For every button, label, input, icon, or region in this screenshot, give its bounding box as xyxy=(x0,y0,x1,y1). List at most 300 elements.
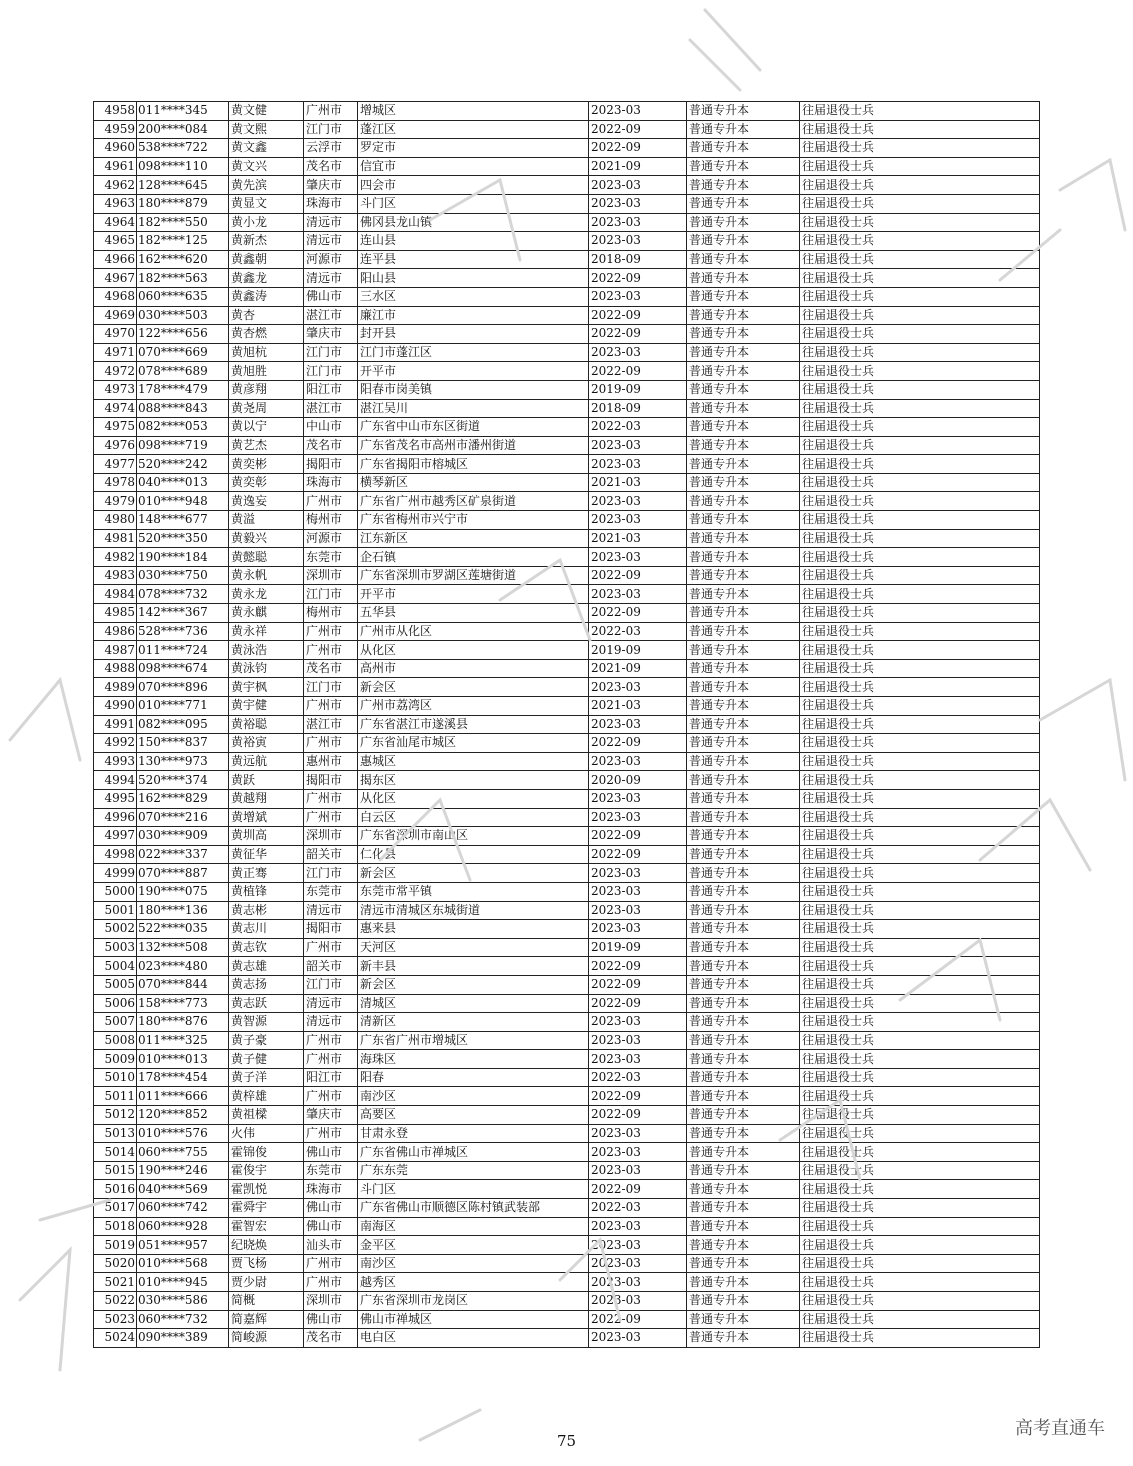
table-row xyxy=(94,1124,1040,1143)
enlist-date-cell: 2023-03 xyxy=(589,1292,687,1311)
category-cell: 普通专升本 xyxy=(687,194,800,213)
name-cell: 黄裕寅 xyxy=(229,734,304,753)
type-cell: 往届退役士兵 xyxy=(800,1180,1040,1199)
type-cell: 往届退役士兵 xyxy=(800,920,1040,939)
enlist-date-cell: 2022-09 xyxy=(589,306,687,325)
name-cell: 简概 xyxy=(229,1292,304,1311)
table-row xyxy=(94,548,1040,567)
seq-cell: 5018 xyxy=(94,1217,137,1236)
name-cell: 黄显文 xyxy=(229,194,304,213)
address-cell: 清远市清城区东城街道 xyxy=(358,901,589,920)
table-row xyxy=(94,920,1040,939)
type-cell: 往届退役士兵 xyxy=(800,808,1040,827)
address-cell: 三水区 xyxy=(358,287,589,306)
table-row xyxy=(94,901,1040,920)
city-cell: 广州市 xyxy=(304,102,358,121)
table-row xyxy=(94,325,1040,344)
table-row xyxy=(94,102,1040,121)
address-cell: 开平市 xyxy=(358,585,589,604)
city-cell: 韶关市 xyxy=(304,957,358,976)
seq-cell: 5016 xyxy=(94,1180,137,1199)
exam-id-cell: 011****724 xyxy=(137,641,229,660)
exam-id-cell: 098****674 xyxy=(137,659,229,678)
category-cell: 普通专升本 xyxy=(687,1143,800,1162)
table-row xyxy=(94,473,1040,492)
category-cell: 普通专升本 xyxy=(687,232,800,251)
category-cell: 普通专升本 xyxy=(687,269,800,288)
address-cell: 罗定市 xyxy=(358,139,589,158)
enlist-date-cell: 2021-03 xyxy=(589,529,687,548)
enlist-date-cell: 2022-09 xyxy=(589,139,687,158)
type-cell: 往届退役士兵 xyxy=(800,380,1040,399)
enlist-date-cell: 2023-03 xyxy=(589,455,687,474)
seq-cell: 4997 xyxy=(94,827,137,846)
type-cell: 往届退役士兵 xyxy=(800,194,1040,213)
name-cell: 黄文健 xyxy=(229,102,304,121)
name-cell: 黄以宁 xyxy=(229,418,304,437)
enlist-date-cell: 2022-09 xyxy=(589,994,687,1013)
exam-id-cell: 162****829 xyxy=(137,789,229,808)
name-cell: 黄增斌 xyxy=(229,808,304,827)
city-cell: 江门市 xyxy=(304,585,358,604)
city-cell: 深圳市 xyxy=(304,566,358,585)
exam-id-cell: 098****110 xyxy=(137,157,229,176)
category-cell: 普通专升本 xyxy=(687,1292,800,1311)
enlist-date-cell: 2021-09 xyxy=(589,659,687,678)
type-cell: 往届退役士兵 xyxy=(800,994,1040,1013)
table-row xyxy=(94,287,1040,306)
address-cell: 广东省佛山市禅城区 xyxy=(358,1143,589,1162)
name-cell: 黄鑫龙 xyxy=(229,269,304,288)
exam-id-cell: 128****645 xyxy=(137,176,229,195)
type-cell: 往届退役士兵 xyxy=(800,269,1040,288)
city-cell: 广州市 xyxy=(304,492,358,511)
table-row xyxy=(94,715,1040,734)
table-row xyxy=(94,1087,1040,1106)
type-cell: 往届退役士兵 xyxy=(800,102,1040,121)
address-cell: 江门市蓬江区 xyxy=(358,343,589,362)
city-cell: 佛山市 xyxy=(304,287,358,306)
city-cell: 广州市 xyxy=(304,789,358,808)
type-cell: 往届退役士兵 xyxy=(800,157,1040,176)
seq-cell: 5019 xyxy=(94,1236,137,1255)
seq-cell: 4994 xyxy=(94,771,137,790)
city-cell: 东莞市 xyxy=(304,882,358,901)
seq-cell: 4990 xyxy=(94,697,137,716)
seq-cell: 5003 xyxy=(94,938,137,957)
category-cell: 普通专升本 xyxy=(687,901,800,920)
seq-cell: 4968 xyxy=(94,287,137,306)
category-cell: 普通专升本 xyxy=(687,641,800,660)
table-row xyxy=(94,734,1040,753)
city-cell: 广州市 xyxy=(304,697,358,716)
exam-id-cell: 030****909 xyxy=(137,827,229,846)
address-cell: 广州市从化区 xyxy=(358,622,589,641)
table-row xyxy=(94,1161,1040,1180)
type-cell: 往届退役士兵 xyxy=(800,1087,1040,1106)
type-cell: 往届退役士兵 xyxy=(800,901,1040,920)
name-cell: 黄志跃 xyxy=(229,994,304,1013)
table-row xyxy=(94,194,1040,213)
city-cell: 江门市 xyxy=(304,343,358,362)
city-cell: 广州市 xyxy=(304,622,358,641)
type-cell: 往届退役士兵 xyxy=(800,771,1040,790)
address-cell: 从化区 xyxy=(358,789,589,808)
category-cell: 普通专升本 xyxy=(687,1106,800,1125)
enlist-date-cell: 2023-03 xyxy=(589,1050,687,1069)
city-cell: 清远市 xyxy=(304,901,358,920)
exam-id-cell: 520****242 xyxy=(137,455,229,474)
table-row xyxy=(94,1236,1040,1255)
name-cell: 黄文兴 xyxy=(229,157,304,176)
enlist-date-cell: 2023-03 xyxy=(589,808,687,827)
address-cell: 新丰县 xyxy=(358,957,589,976)
enlist-date-cell: 2023-03 xyxy=(589,920,687,939)
address-cell: 江东新区 xyxy=(358,529,589,548)
type-cell: 往届退役士兵 xyxy=(800,604,1040,623)
city-cell: 茂名市 xyxy=(304,1329,358,1348)
table-row xyxy=(94,789,1040,808)
type-cell: 往届退役士兵 xyxy=(800,1031,1040,1050)
type-cell: 往届退役士兵 xyxy=(800,418,1040,437)
seq-cell: 5010 xyxy=(94,1068,137,1087)
exam-id-cell: 060****635 xyxy=(137,287,229,306)
address-cell: 蓬江区 xyxy=(358,120,589,139)
type-cell: 往届退役士兵 xyxy=(800,845,1040,864)
city-cell: 深圳市 xyxy=(304,1292,358,1311)
category-cell: 普通专升本 xyxy=(687,120,800,139)
seq-cell: 4974 xyxy=(94,399,137,418)
name-cell: 黄先滨 xyxy=(229,176,304,195)
table-row xyxy=(94,418,1040,437)
city-cell: 揭阳市 xyxy=(304,455,358,474)
name-cell: 黄鑫涛 xyxy=(229,287,304,306)
category-cell: 普通专升本 xyxy=(687,659,800,678)
exam-id-cell: 023****480 xyxy=(137,957,229,976)
veterans-list-table xyxy=(93,101,1040,1348)
category-cell: 普通专升本 xyxy=(687,399,800,418)
exam-id-cell: 522****035 xyxy=(137,920,229,939)
name-cell: 纪晓焕 xyxy=(229,1236,304,1255)
address-cell: 增城区 xyxy=(358,102,589,121)
type-cell: 往届退役士兵 xyxy=(800,343,1040,362)
category-cell: 普通专升本 xyxy=(687,975,800,994)
type-cell: 往届退役士兵 xyxy=(800,1217,1040,1236)
city-cell: 梅州市 xyxy=(304,511,358,530)
type-cell: 往届退役士兵 xyxy=(800,399,1040,418)
city-cell: 珠海市 xyxy=(304,194,358,213)
enlist-date-cell: 2023-03 xyxy=(589,864,687,883)
name-cell: 黄杏燃 xyxy=(229,325,304,344)
exam-id-cell: 182****550 xyxy=(137,213,229,232)
exam-id-cell: 120****852 xyxy=(137,1106,229,1125)
table-row xyxy=(94,641,1040,660)
name-cell: 黄逸妄 xyxy=(229,492,304,511)
enlist-date-cell: 2022-09 xyxy=(589,566,687,585)
address-cell: 开平市 xyxy=(358,362,589,381)
table-row xyxy=(94,882,1040,901)
table-row xyxy=(94,176,1040,195)
name-cell: 黄志雄 xyxy=(229,957,304,976)
enlist-date-cell: 2023-03 xyxy=(589,1217,687,1236)
exam-id-cell: 520****374 xyxy=(137,771,229,790)
exam-id-cell: 070****216 xyxy=(137,808,229,827)
type-cell: 往届退役士兵 xyxy=(800,864,1040,883)
category-cell: 普通专升本 xyxy=(687,1013,800,1032)
name-cell: 黄裕聪 xyxy=(229,715,304,734)
seq-cell: 5006 xyxy=(94,994,137,1013)
seq-cell: 5024 xyxy=(94,1329,137,1348)
name-cell: 火伟 xyxy=(229,1124,304,1143)
enlist-date-cell: 2023-03 xyxy=(589,1329,687,1348)
name-cell: 黄祖樑 xyxy=(229,1106,304,1125)
name-cell: 黄志彬 xyxy=(229,901,304,920)
type-cell: 往届退役士兵 xyxy=(800,213,1040,232)
name-cell: 黄永祥 xyxy=(229,622,304,641)
exam-id-cell: 010****948 xyxy=(137,492,229,511)
name-cell: 黄永帆 xyxy=(229,566,304,585)
seq-cell: 4985 xyxy=(94,604,137,623)
address-cell: 天河区 xyxy=(358,938,589,957)
city-cell: 汕头市 xyxy=(304,1236,358,1255)
exam-id-cell: 040****569 xyxy=(137,1180,229,1199)
category-cell: 普通专升本 xyxy=(687,1199,800,1218)
table-row xyxy=(94,511,1040,530)
brand-watermark-text: 高考直通车 xyxy=(1015,1418,1105,1439)
enlist-date-cell: 2023-03 xyxy=(589,194,687,213)
exam-id-cell: 070****844 xyxy=(137,975,229,994)
address-cell: 广东省广州市越秀区矿泉街道 xyxy=(358,492,589,511)
name-cell: 黄远航 xyxy=(229,752,304,771)
enlist-date-cell: 2022-09 xyxy=(589,362,687,381)
seq-cell: 4995 xyxy=(94,789,137,808)
seq-cell: 4970 xyxy=(94,325,137,344)
enlist-date-cell: 2023-03 xyxy=(589,102,687,121)
city-cell: 广州市 xyxy=(304,1124,358,1143)
category-cell: 普通专升本 xyxy=(687,715,800,734)
name-cell: 简峻源 xyxy=(229,1329,304,1348)
category-cell: 普通专升本 xyxy=(687,938,800,957)
enlist-date-cell: 2023-03 xyxy=(589,1254,687,1273)
enlist-date-cell: 2023-03 xyxy=(589,678,687,697)
enlist-date-cell: 2022-09 xyxy=(589,975,687,994)
seq-cell: 4992 xyxy=(94,734,137,753)
category-cell: 普通专升本 xyxy=(687,622,800,641)
city-cell: 佛山市 xyxy=(304,1217,358,1236)
city-cell: 清远市 xyxy=(304,269,358,288)
enlist-date-cell: 2023-03 xyxy=(589,901,687,920)
seq-cell: 5007 xyxy=(94,1013,137,1032)
seq-cell: 4965 xyxy=(94,232,137,251)
type-cell: 往届退役士兵 xyxy=(800,697,1040,716)
seq-cell: 4982 xyxy=(94,548,137,567)
enlist-date-cell: 2022-09 xyxy=(589,827,687,846)
name-cell: 黄泳浩 xyxy=(229,641,304,660)
category-cell: 普通专升本 xyxy=(687,1031,800,1050)
city-cell: 江门市 xyxy=(304,864,358,883)
exam-id-cell: 078****689 xyxy=(137,362,229,381)
exam-id-cell: 158****773 xyxy=(137,994,229,1013)
address-cell: 新会区 xyxy=(358,975,589,994)
exam-id-cell: 178****454 xyxy=(137,1068,229,1087)
name-cell: 黄征华 xyxy=(229,845,304,864)
seq-cell: 4977 xyxy=(94,455,137,474)
city-cell: 阳江市 xyxy=(304,1068,358,1087)
category-cell: 普通专升本 xyxy=(687,994,800,1013)
city-cell: 广州市 xyxy=(304,1273,358,1292)
category-cell: 普通专升本 xyxy=(687,1068,800,1087)
seq-cell: 5000 xyxy=(94,882,137,901)
name-cell: 黄奕彰 xyxy=(229,473,304,492)
city-cell: 韶关市 xyxy=(304,845,358,864)
name-cell: 黄越翔 xyxy=(229,789,304,808)
type-cell: 往届退役士兵 xyxy=(800,975,1040,994)
type-cell: 往届退役士兵 xyxy=(800,585,1040,604)
enlist-date-cell: 2022-09 xyxy=(589,269,687,288)
name-cell: 黄杏 xyxy=(229,306,304,325)
table-row xyxy=(94,1068,1040,1087)
table-row xyxy=(94,1273,1040,1292)
category-cell: 普通专升本 xyxy=(687,920,800,939)
type-cell: 往届退役士兵 xyxy=(800,120,1040,139)
exam-id-cell: 538****722 xyxy=(137,139,229,158)
type-cell: 往届退役士兵 xyxy=(800,306,1040,325)
city-cell: 湛江市 xyxy=(304,399,358,418)
address-cell: 广东省深圳市罗湖区莲塘街道 xyxy=(358,566,589,585)
enlist-date-cell: 2022-03 xyxy=(589,1199,687,1218)
type-cell: 往届退役士兵 xyxy=(800,938,1040,957)
address-cell: 广东省广州市增城区 xyxy=(358,1031,589,1050)
category-cell: 普通专升本 xyxy=(687,548,800,567)
enlist-date-cell: 2022-09 xyxy=(589,604,687,623)
category-cell: 普通专升本 xyxy=(687,529,800,548)
address-cell: 斗门区 xyxy=(358,1180,589,1199)
enlist-date-cell: 2021-03 xyxy=(589,473,687,492)
exam-id-cell: 070****887 xyxy=(137,864,229,883)
address-cell: 斗门区 xyxy=(358,194,589,213)
table-row xyxy=(94,604,1040,623)
exam-id-cell: 010****576 xyxy=(137,1124,229,1143)
address-cell: 揭东区 xyxy=(358,771,589,790)
exam-id-cell: 142****367 xyxy=(137,604,229,623)
name-cell: 黄圳高 xyxy=(229,827,304,846)
city-cell: 清远市 xyxy=(304,213,358,232)
enlist-date-cell: 2022-09 xyxy=(589,1087,687,1106)
exam-id-cell: 182****563 xyxy=(137,269,229,288)
table-row xyxy=(94,1310,1040,1329)
address-cell: 湛江吴川 xyxy=(358,399,589,418)
exam-id-cell: 082****053 xyxy=(137,418,229,437)
address-cell: 清城区 xyxy=(358,994,589,1013)
category-cell: 普通专升本 xyxy=(687,213,800,232)
exam-id-cell: 010****771 xyxy=(137,697,229,716)
address-cell: 广东东莞 xyxy=(358,1161,589,1180)
enlist-date-cell: 2023-03 xyxy=(589,752,687,771)
name-cell: 黄文熙 xyxy=(229,120,304,139)
table-row xyxy=(94,343,1040,362)
table-row xyxy=(94,659,1040,678)
address-cell: 佛冈县龙山镇 xyxy=(358,213,589,232)
table-row xyxy=(94,1199,1040,1218)
enlist-date-cell: 2023-03 xyxy=(589,1143,687,1162)
city-cell: 珠海市 xyxy=(304,473,358,492)
table-row xyxy=(94,1106,1040,1125)
city-cell: 江门市 xyxy=(304,120,358,139)
address-cell: 信宜市 xyxy=(358,157,589,176)
seq-cell: 5017 xyxy=(94,1199,137,1218)
table-row xyxy=(94,1050,1040,1069)
exam-id-cell: 078****732 xyxy=(137,585,229,604)
seq-cell: 4975 xyxy=(94,418,137,437)
exam-id-cell: 190****246 xyxy=(137,1161,229,1180)
table-row xyxy=(94,771,1040,790)
seq-cell: 4963 xyxy=(94,194,137,213)
type-cell: 往届退役士兵 xyxy=(800,325,1040,344)
enlist-date-cell: 2023-03 xyxy=(589,287,687,306)
city-cell: 湛江市 xyxy=(304,715,358,734)
seq-cell: 4991 xyxy=(94,715,137,734)
category-cell: 普通专升本 xyxy=(687,845,800,864)
table-row xyxy=(94,529,1040,548)
exam-id-cell: 030****503 xyxy=(137,306,229,325)
address-cell: 阳春 xyxy=(358,1068,589,1087)
seq-cell: 4971 xyxy=(94,343,137,362)
exam-id-cell: 178****479 xyxy=(137,380,229,399)
address-cell: 金平区 xyxy=(358,1236,589,1255)
city-cell: 阳江市 xyxy=(304,380,358,399)
type-cell: 往届退役士兵 xyxy=(800,473,1040,492)
type-cell: 往届退役士兵 xyxy=(800,622,1040,641)
type-cell: 往届退役士兵 xyxy=(800,641,1040,660)
category-cell: 普通专升本 xyxy=(687,752,800,771)
category-cell: 普通专升本 xyxy=(687,1236,800,1255)
category-cell: 普通专升本 xyxy=(687,1124,800,1143)
address-cell: 从化区 xyxy=(358,641,589,660)
table-row xyxy=(94,1329,1040,1348)
category-cell: 普通专升本 xyxy=(687,771,800,790)
exam-id-cell: 190****075 xyxy=(137,882,229,901)
exam-id-cell: 130****973 xyxy=(137,752,229,771)
type-cell: 往届退役士兵 xyxy=(800,176,1040,195)
enlist-date-cell: 2018-09 xyxy=(589,250,687,269)
table-row xyxy=(94,399,1040,418)
category-cell: 普通专升本 xyxy=(687,380,800,399)
name-cell: 黄跃 xyxy=(229,771,304,790)
address-cell: 惠来县 xyxy=(358,920,589,939)
address-cell: 广东省茂名市高州市潘州街道 xyxy=(358,436,589,455)
name-cell: 黄溢 xyxy=(229,511,304,530)
table-row xyxy=(94,213,1040,232)
seq-cell: 4958 xyxy=(94,102,137,121)
exam-id-cell: 030****586 xyxy=(137,1292,229,1311)
enlist-date-cell: 2023-03 xyxy=(589,548,687,567)
enlist-date-cell: 2023-03 xyxy=(589,511,687,530)
type-cell: 往届退役士兵 xyxy=(800,1068,1040,1087)
address-cell: 横琴新区 xyxy=(358,473,589,492)
type-cell: 往届退役士兵 xyxy=(800,139,1040,158)
enlist-date-cell: 2022-09 xyxy=(589,1310,687,1329)
address-cell: 四会市 xyxy=(358,176,589,195)
table-body xyxy=(94,102,1040,1348)
address-cell: 高要区 xyxy=(358,1106,589,1125)
exam-id-cell: 011****345 xyxy=(137,102,229,121)
address-cell: 东莞市常平镇 xyxy=(358,882,589,901)
enlist-date-cell: 2022-09 xyxy=(589,734,687,753)
table-row xyxy=(94,1013,1040,1032)
address-cell: 清新区 xyxy=(358,1013,589,1032)
type-cell: 往届退役士兵 xyxy=(800,548,1040,567)
address-cell: 南沙区 xyxy=(358,1087,589,1106)
